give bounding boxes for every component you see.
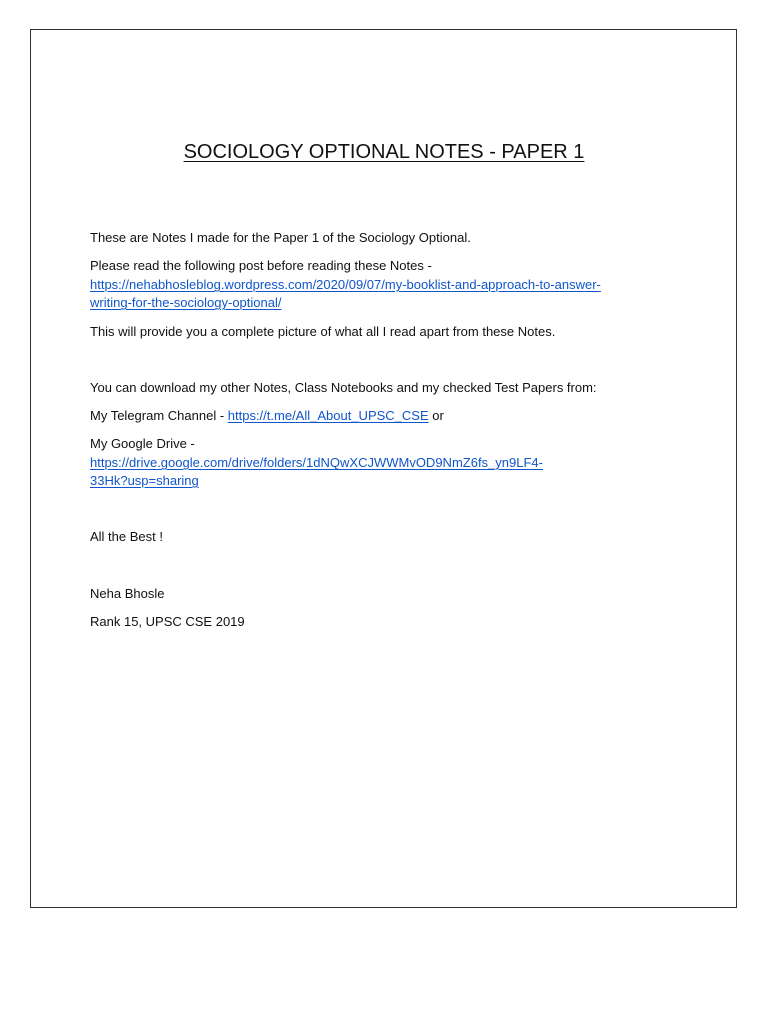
- telegram-suffix: or: [428, 408, 444, 423]
- blog-post-link-continued[interactable]: writing-for-the-sociology-optional/: [90, 295, 282, 310]
- drive-label: My Google Drive -: [90, 436, 195, 451]
- google-drive-link-continued[interactable]: 33Hk?usp=sharing: [90, 473, 199, 488]
- author-rank: Rank 15, UPSC CSE 2019: [90, 614, 245, 629]
- document-title: SOCIOLOGY OPTIONAL NOTES - PAPER 1: [183, 141, 585, 163]
- blog-link-line-1[interactable]: [90, 276, 601, 294]
- blog-link-line-2[interactable]: [90, 294, 281, 312]
- drive-link-line-2[interactable]: [90, 472, 199, 490]
- google-drive-link[interactable]: https://drive.google.com/drive/folders/1dNQwXCJWWMvOD9NmZ6fs_yn9LF4-: [90, 455, 543, 470]
- telegram-line: [90, 407, 444, 425]
- telegram-link[interactable]: https://t.me/All_About_UPSC_CSE: [227, 408, 429, 423]
- please-read-text: Please read the following post before reading these Notes -: [90, 258, 432, 273]
- intro-text: These are Notes I made for the Paper 1 of the Sociology Optional.: [90, 230, 471, 245]
- drive-link-line-1[interactable]: [90, 454, 543, 472]
- closing-text: All the Best !: [90, 529, 163, 544]
- download-text: You can download my other Notes, Class Notebooks and my checked Test Papers from:: [90, 380, 597, 395]
- blog-post-link[interactable]: https://nehabhosleblog.wordpress.com/2020/09/07/my-booklist-and-approach-to-answer-: [90, 277, 601, 292]
- author-name: Neha Bhosle: [90, 586, 165, 601]
- telegram-label: My Telegram Channel -: [90, 408, 228, 423]
- complete-picture-text: This will provide you a complete picture of what all I read apart from these Notes.: [90, 324, 556, 339]
